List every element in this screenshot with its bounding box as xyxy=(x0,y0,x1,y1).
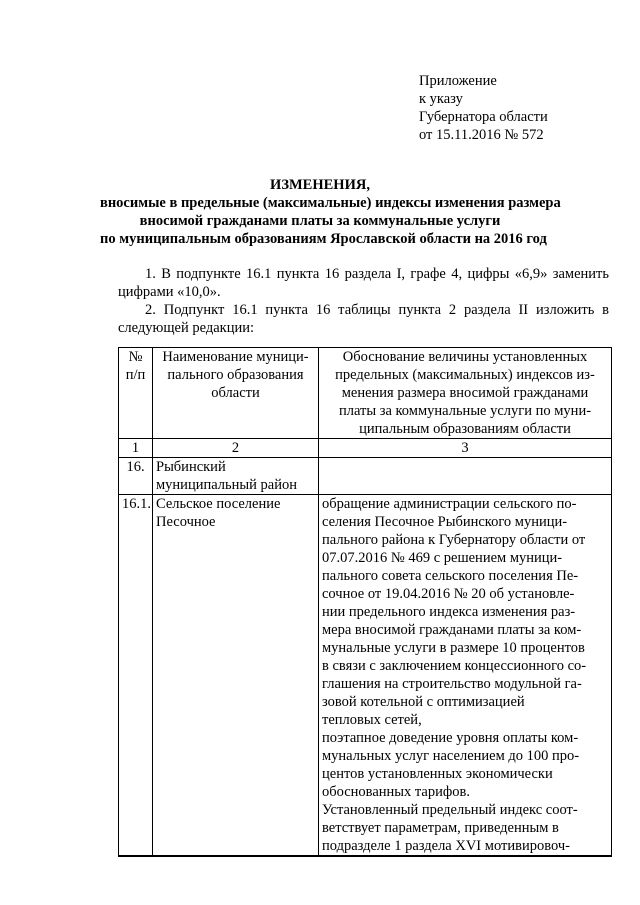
column-number: 2 xyxy=(153,439,319,458)
title-line: вносимой гражданами платы за коммунальные услуги xyxy=(139,213,501,229)
row-number: 16.1. xyxy=(119,495,153,857)
justification-line: пального района к Губернатору области от xyxy=(322,532,586,548)
title-line: ИЗМЕНЕНИЯ, xyxy=(270,177,370,193)
justification-line: селения Песочное Рыбинского муници- xyxy=(322,514,568,530)
title-line: вносимые в предельные (максимальные) индексы изменения размера xyxy=(100,195,561,211)
header-text: Наименование муници- xyxy=(162,349,309,365)
appendix-line: Губернатора области xyxy=(419,109,548,125)
row-name-text: Рыбинский xyxy=(156,459,226,475)
header-text: предельных (максимальных) индексов из- xyxy=(335,367,595,383)
justification-line: мунальных услуг населением до 100 про- xyxy=(322,748,580,764)
justification-line: обращение администрации сельского по- xyxy=(322,496,577,512)
table-header-row xyxy=(119,348,612,439)
header-text: ципальным образованиям области xyxy=(359,421,571,437)
header-text: Обоснование величины установленных xyxy=(342,349,588,365)
header-text: платы за коммунальные услуги по муни- xyxy=(338,403,592,419)
header-number xyxy=(119,348,153,439)
header-name xyxy=(153,348,319,439)
header-text: области xyxy=(211,385,260,401)
justification-line: обоснованных тарифов. xyxy=(322,784,470,800)
row-name xyxy=(153,495,319,857)
appendix-line: от 15.11.2016 № 572 xyxy=(419,127,544,143)
row-name-text: муниципальный район xyxy=(156,477,297,493)
justification-line: пального совета сельского поселения Пе- xyxy=(322,568,579,584)
row-name-text: Песочное xyxy=(156,514,216,530)
justification-line: в связи с заключением концессионного со- xyxy=(322,658,587,674)
row-name-text: Сельское поселение xyxy=(156,496,281,512)
indices-table xyxy=(118,347,612,857)
justification-line: подразделе 1 раздела XVI мотивировоч- xyxy=(322,838,570,854)
header-text: п/п xyxy=(125,367,146,383)
row-justification xyxy=(319,495,612,857)
justification-line: Установленный предельный индекс соот- xyxy=(322,802,578,818)
table-numbering-row xyxy=(119,439,612,458)
justification-line: мера вносимой гражданами платы за ком- xyxy=(322,622,582,638)
paragraph2-line2: следующей редакции: xyxy=(118,320,255,336)
paragraph2-line1: 2. Подпункт 16.1 пункта 16 таблицы пункта 2 раздела II изложить в xyxy=(145,302,609,318)
row-name xyxy=(153,458,319,495)
justification-line: тепловых сетей, xyxy=(322,712,422,728)
appendix-block xyxy=(419,72,548,144)
justification-line: поэтапное доведение уровня оплаты ком- xyxy=(322,730,579,746)
header-text: менения размера вносимой гражданами xyxy=(341,385,589,401)
header-justification xyxy=(319,348,612,439)
column-number: 3 xyxy=(319,439,612,458)
justification-line: зовой котельной с оптимизацией xyxy=(322,694,525,710)
justification-line: 07.07.2016 № 469 с решением муници- xyxy=(322,550,563,566)
justification-line: нии предельного индекса изменения раз- xyxy=(322,604,576,620)
justification-line: сочное от 19.04.2016 № 20 об установле- xyxy=(322,586,575,602)
title-line: по муниципальным образованиям Ярославской области на 2016 год xyxy=(100,231,547,247)
appendix-line: Приложение xyxy=(419,73,497,89)
appendix-line: к указу xyxy=(419,91,463,107)
justification-line: мунальные услуги в размере 10 процентов xyxy=(322,640,585,656)
justification-line: ветствует параметрам, приведенным в xyxy=(322,820,559,836)
document-title xyxy=(100,176,561,248)
header-text: № xyxy=(128,349,143,365)
justification-line: глашения на строительство модульной га- xyxy=(322,676,582,692)
paragraph1-line2: цифрами «10,0». xyxy=(118,284,221,300)
table-row xyxy=(119,458,612,495)
row-number: 16. xyxy=(119,458,153,495)
table-row xyxy=(119,495,612,857)
header-text: пального образования xyxy=(167,367,304,383)
paragraph1-line1: 1. В подпункте 16.1 пункта 16 раздела I, графе 4, цифры «6,9» заменить xyxy=(145,266,609,282)
justification-line: центов установленных экономически xyxy=(322,766,553,782)
column-number: 1 xyxy=(119,439,153,458)
row-justification xyxy=(319,458,612,495)
